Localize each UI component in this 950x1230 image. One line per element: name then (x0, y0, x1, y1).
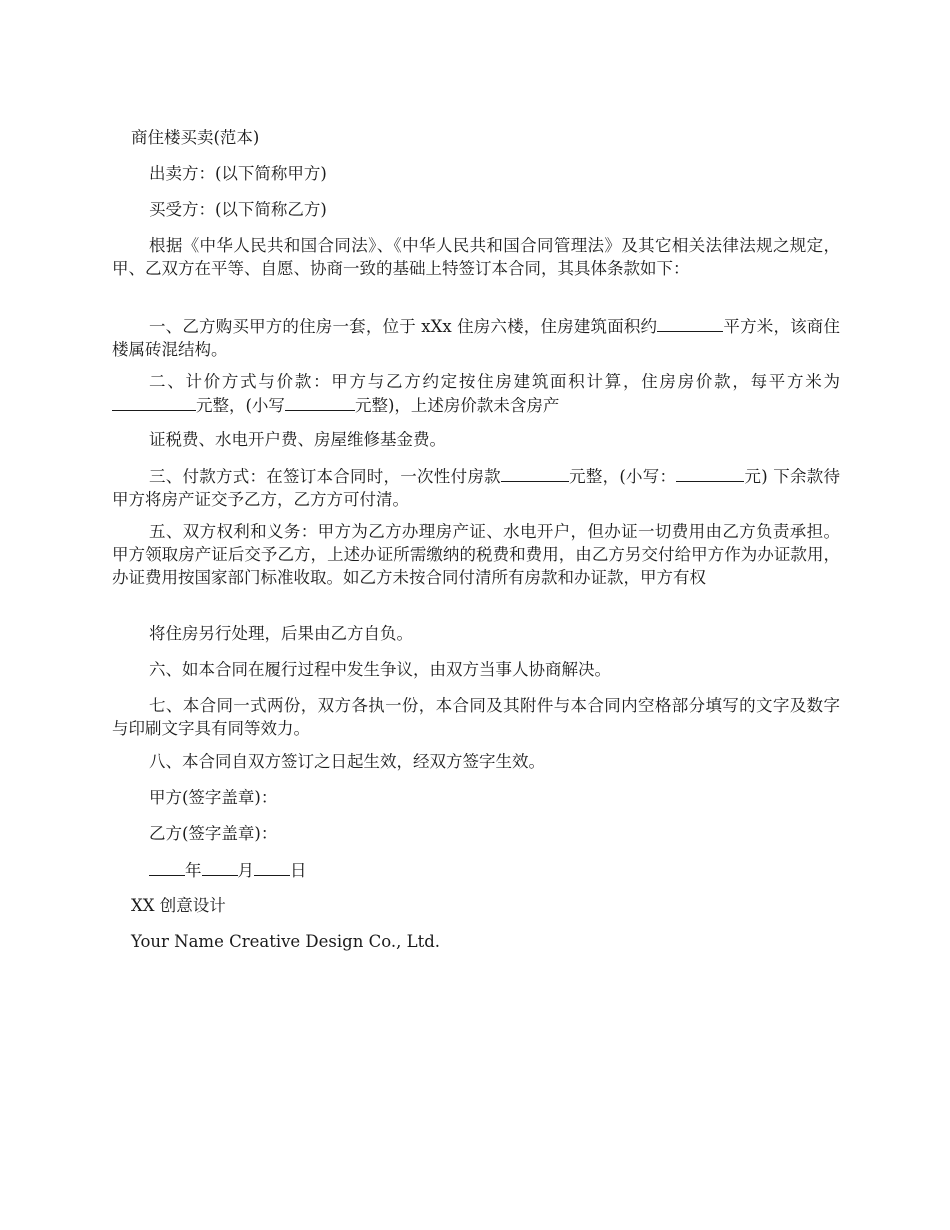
month-blank (202, 858, 238, 876)
clause-1-text-a: 一、乙方购买甲方的住房一套，位于 xXx 住房六楼，住房建筑面积约 (149, 317, 658, 336)
preamble-paragraph: 根据《中华人民共和国合同法》、《中华人民共和国合同管理法》及其它相关法律法规之规定，甲、乙双方在平等、自愿、协商一致的基础上特签订本合同，其具体条款如下： (112, 236, 840, 278)
buyer-line: 买受方：(以下简称乙方) (149, 200, 327, 219)
clause-5: 五、双方权利和义务：甲方为乙方办理房产证、水电开户，但办证一切费用由乙方负责承担。甲方领取房产证后交予乙方，上述办证所需缴纳的税费和费用，由乙方另交付给甲方作为办证款用，办证费用按国家部门标准收取。如乙方未按合同付清所有房款和办证款，甲方有权 (112, 522, 840, 587)
clause-6: 六、如本合同在履行过程中发生争议，由双方当事人协商解决。 (149, 660, 611, 679)
payment-lowercase-blank (676, 464, 744, 482)
price-blank (112, 393, 196, 411)
clause-1 (112, 314, 840, 361)
clause-8: 八、本合同自双方签订之日起生效，经双方签字生效。 (149, 752, 545, 771)
day-label: 日 (290, 861, 307, 880)
clause-2-text-c: 元整)，上述房价款未含房产 (354, 396, 560, 415)
price-lowercase-blank (285, 393, 355, 411)
clause-3-text-a: 三、付款方式：在签订本合同时，一次性付房款 (149, 467, 501, 486)
payment-blank (501, 464, 569, 482)
party-a-signature-line: 甲方(签字盖章)： (149, 788, 278, 807)
clause-1-text-b: 平方米，该商住楼属砖混结构。 (112, 317, 840, 359)
seller-line: 出卖方：(以下简称甲方) (149, 164, 327, 183)
year-blank (149, 858, 185, 876)
clause-2-text-b: 元整，(小写 (196, 396, 285, 415)
clause-3 (112, 464, 840, 511)
party-b-signature-line: 乙方(签字盖章)： (149, 824, 278, 843)
clause-2-continuation: 证税费、水电开户费、房屋维修基金费。 (149, 430, 446, 449)
day-blank (254, 858, 290, 876)
area-blank (657, 314, 723, 332)
clause-3-text-c: 元) 下余款待甲方将房产证交予乙方，乙方方可付清。 (112, 467, 841, 509)
year-label: 年 (185, 861, 202, 880)
clause-2 (112, 370, 840, 417)
date-line (112, 858, 840, 882)
company-name-cn: XX 创意设计 (131, 896, 226, 915)
month-label: 月 (237, 861, 254, 880)
clause-3-text-b: 元整，(小写： (568, 467, 677, 486)
clause-7: 七、本合同一式两份，双方各执一份，本合同及其附件与本合同内空格部分填写的文字及数字与印刷文字具有同等效力。 (112, 696, 840, 738)
clause-2-text-a: 二、计价方式与价款：甲方与乙方约定按住房建筑面积计算，住房房价款，每平方米为 (149, 372, 840, 391)
document-title: 商住楼买卖(范本) (131, 128, 260, 147)
clause-5-continuation: 将住房另行处理，后果由乙方自负。 (149, 624, 413, 643)
company-name-en: Your Name Creative Design Co., Ltd. (131, 932, 441, 951)
